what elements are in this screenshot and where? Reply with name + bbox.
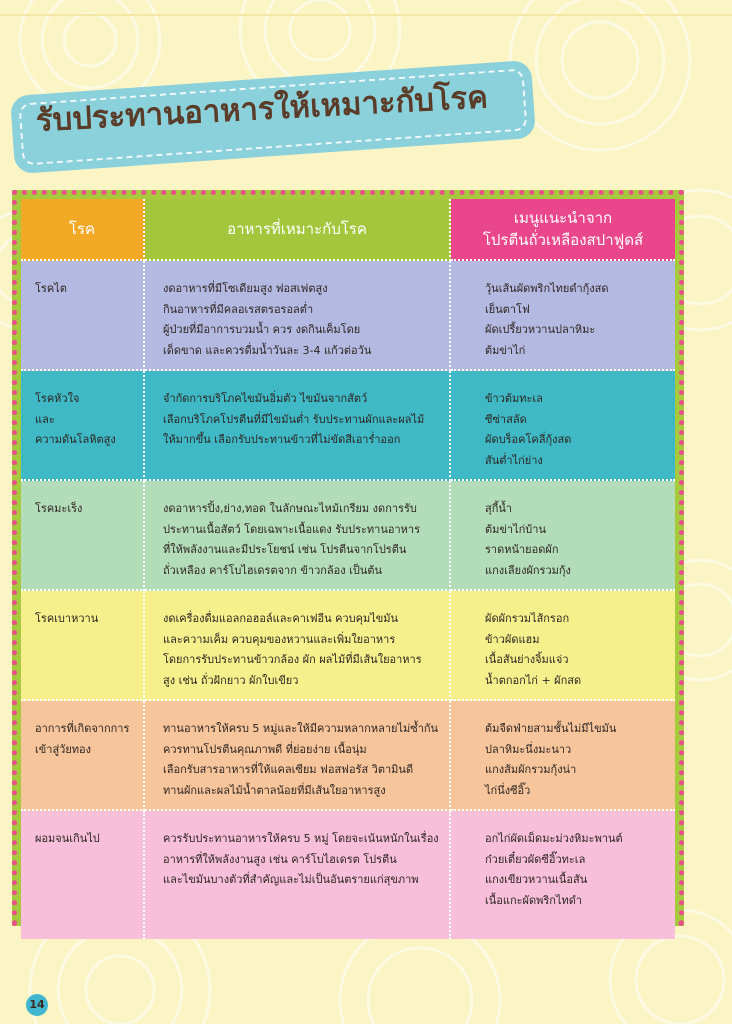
food-cell-line: ที่ให้พลังงานและมีประโยชน์ เช่น โปรตีนจากโปรตีน (163, 543, 407, 556)
table-row (21, 701, 675, 811)
food-cell-line: ควรทานโปรตีนคุณภาพดี ที่ย่อยง่าย เนื้อนุ่ม (163, 742, 367, 756)
food-cell-line: ถั่วเหลือง คาร์โบไฮเดรตจาก ข้าวกล้อง เป็นต้น (163, 563, 383, 577)
menu-cell-line: แกงเขียวหวานเนื้อสัน (485, 873, 588, 886)
food-cell-line: งดอาหารที่มีโซเดียมสูง ฟอสเฟตสูง (163, 282, 328, 295)
page-title: รับประทานอาหารให้เหมาะกับโรค (35, 79, 489, 139)
header-food-label: อาหารที่เหมาะกับโรค (227, 220, 367, 238)
menu-cell-line: ไก่นึ่งซีอิ๊ว (485, 783, 531, 797)
table-body (21, 261, 675, 939)
table-row (21, 591, 675, 701)
food-cell-line: โดยการรับประทานข้าวกล้อง ผัก ผลไม้ที่มีเส้นใยอาหาร (163, 653, 422, 666)
disease-cell-line: โรคไต (35, 282, 67, 295)
header-menu-label-line2: โปรตีนถั่วเหลืองสปาฟูดส์ (482, 231, 644, 249)
food-cell-line: จำกัดการบริโภคไขมันอิ่มตัว ไขมันจากสัตว์ (163, 392, 368, 405)
disease-cell (21, 261, 145, 371)
menu-cell (451, 701, 675, 811)
disease-food-table (21, 199, 675, 939)
food-cell-line: และความเค็ม ควบคุมของหวานและเพิ่มใยอาหาร (163, 632, 396, 646)
disease-cell (21, 481, 145, 591)
menu-cell-line: น้ำตกอกไก่ + ผักสด (485, 673, 582, 687)
disease-cell-line: โรคมะเร็ง (35, 502, 83, 515)
food-cell-line: ให้มากขึ้น เลือกรับประทานข้าวที่ไม่ขัดสีเอาร่ำออก (163, 433, 401, 446)
header-disease-label: โรค (68, 220, 96, 238)
header-food (145, 199, 451, 261)
menu-cell (451, 591, 675, 701)
food-cell-line: ประทานเนื้อสัตว์ โดยเฉพาะเนื้อแดง รับประทานอาหาร (163, 522, 420, 536)
menu-cell (451, 261, 675, 371)
menu-cell-line: ผัดเปรี้ยวหวานปลาหิมะ (485, 323, 596, 336)
menu-cell-line: อกไก่ผัดเม็ดมะม่วงหิมะพานต์ (485, 832, 623, 845)
menu-cell-line: ต้มข่าไก่ (485, 343, 526, 357)
disease-cell-line: ผอมจนเกินไป (35, 832, 100, 845)
menu-cell-line: เนื้อสันย่างจิ้มแจ่ว (485, 653, 569, 666)
menu-cell-line: ต้มข่าไก่บ้าน (485, 522, 546, 536)
table-row (21, 481, 675, 591)
header-menu-label-line1: เมนูแนะนำจาก (513, 209, 613, 227)
disease-cell-line: โรคเบาหวาน (35, 612, 99, 625)
food-cell-line: สูง เช่น ถั่วฝักยาว ผักใบเขียว (163, 673, 299, 687)
table-row (21, 811, 675, 939)
disease-cell (21, 811, 145, 939)
page-number: 14 (26, 994, 48, 1016)
menu-cell-line: ปลาหิมะนึ่งมะนาว (485, 742, 572, 756)
food-cell-line: อาหารที่ให้พลังงานสูง เช่น คาร์โบไฮเดรต โปรตีน (163, 852, 397, 866)
menu-cell-line: เย็นตาโฟ (485, 302, 530, 316)
top-decorative-rule (0, 14, 732, 16)
food-cell-line: ผู้ป่วยที่มีอาการบวมน้ำ ควร งดกินเค็มโดย (163, 323, 361, 336)
menu-cell (451, 811, 675, 939)
food-cell-line: กินอาหารที่มีคลอเรสตรอรอลต่ำ (163, 302, 314, 316)
menu-cell-line: เนื้อแกะผัดพริกไทดำ (485, 893, 583, 907)
header-menu (451, 199, 675, 261)
food-cell-line: ควรรับประทานอาหารให้ครบ 5 หมู่ โดยจะเน้นหนักในเรื่อง (163, 832, 439, 845)
disease-cell (21, 371, 145, 481)
food-cell-line: และไขมันบางตัวที่สำคัญและไม่เป็นอันตรายแก่สุขภาพ (163, 873, 419, 886)
food-cell-line: งดเครื่องดื่มแอลกอฮอล์และคาเฟอีน ควบคุมไขมัน (163, 612, 399, 625)
menu-cell-line: วุ้นเส้นผัดพริกไทยดำกุ้งสด (485, 282, 609, 295)
menu-cell-line: ข้าวผัดแฮม (485, 632, 540, 646)
food-cell (145, 591, 451, 701)
food-cell (145, 481, 451, 591)
disease-food-table-frame (12, 190, 684, 926)
food-cell-line: เลือกบริโภคโปรตีนที่มีไขมันต่ำ รับประทานผักและผลไม้ (163, 412, 425, 426)
disease-cell-line: โรคหัวใจ (35, 392, 80, 405)
disease-cell (21, 701, 145, 811)
disease-cell-line: เข้าสู่วัยทอง (35, 742, 92, 756)
disease-cell-line: ความดันโลหิตสูง (35, 433, 116, 446)
disease-cell (21, 591, 145, 701)
food-cell (145, 261, 451, 371)
menu-cell-line: ข้าวต้มทะเล (485, 392, 543, 405)
menu-cell-line: ก๋วยเตี๋ยวผัดซีอิ๊วทะเล (485, 852, 586, 866)
food-cell (145, 371, 451, 481)
menu-cell-line: ซีซ่าสลัด (485, 412, 527, 426)
menu-cell-line: แกงส้มผักรวมกุ้งน่า (485, 763, 577, 776)
food-cell-line: ทานผักและผลไม้น้ำตาลน้อยที่มีเส้นใยอาหารสูง (163, 783, 386, 797)
menu-cell (451, 481, 675, 591)
food-cell (145, 811, 451, 939)
table-row (21, 371, 675, 481)
food-cell-line: ทานอาหารให้ครบ 5 หมู่และให้มีความหลากหลายไม่ซ้ำกัน (163, 722, 439, 735)
food-cell-line: เลือกรับสารอาหารที่ให้แคลเซียม ฟอสฟอรัส วิตามินดี (163, 763, 414, 776)
table-row (21, 261, 675, 371)
menu-cell-line: ราดหน้ายอดผัก (485, 543, 559, 556)
menu-cell-line: ต้มจืดฟ่ายสามชั้นไม่มีไขมัน (485, 722, 617, 735)
food-cell-line: เด็ดขาด และควรดื่มน้ำวันละ 3-4 แก้วต่อวัน (163, 343, 372, 357)
menu-cell-line: ผัดผักรวมไส้กรอก (485, 612, 570, 625)
food-cell-line: งดอาหารปิ้ง,ย่าง,ทอด ในลักษณะไหม้เกรียม งดการรับ (163, 502, 417, 515)
menu-cell-line: ผัดบร็อคโคลี่กุ้งสด (485, 433, 572, 446)
menu-cell-line: สันต่ำไก่ย่าง (485, 453, 543, 467)
food-cell (145, 701, 451, 811)
disease-cell-line: และ (35, 412, 55, 426)
disease-cell-line: อาการที่เกิดจากการ (35, 722, 130, 735)
menu-cell-line: แกงเลียงผักรวมกุ้ง (485, 563, 571, 577)
header-disease (21, 199, 145, 261)
menu-cell (451, 371, 675, 481)
menu-cell-line: สุกี้น้ำ (485, 502, 513, 515)
